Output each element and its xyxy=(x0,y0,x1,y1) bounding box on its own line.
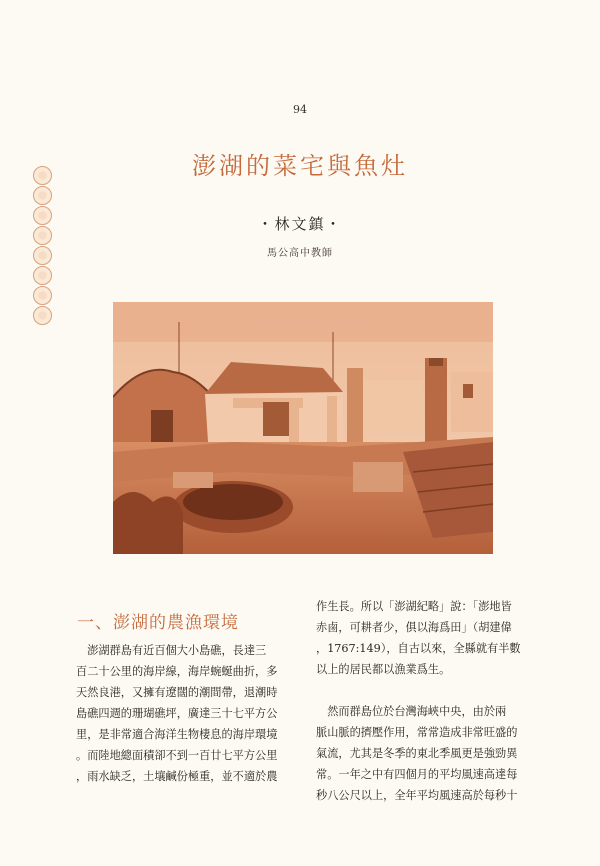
body-line: 赤鹵，可耕者少，俱以海爲田」（胡建偉 xyxy=(316,621,512,634)
body-line: 百二十公里的海岸線，海岸蜿蜒曲折，多 xyxy=(76,665,278,678)
author-name: ・林文鎮・ xyxy=(257,215,343,233)
body-line: 里，是非常適合海洋生物棲息的海岸環境 xyxy=(76,728,278,741)
body-line: ，雨水缺乏，土壤鹹份極重，並不適於農 xyxy=(76,770,278,783)
section-heading: 一、澎湖的農漁環境 xyxy=(77,613,239,633)
body-line: 以上的居民都以漁業爲生。 xyxy=(316,663,451,676)
article-title: 澎湖的菜宅與魚灶 xyxy=(192,152,408,180)
body-line: 秒八公尺以上，全年平均風速高於每秒十 xyxy=(316,789,518,802)
body-line: 作生長。所以「澎湖紀略」說：「澎地皆 xyxy=(316,600,512,613)
body-line: 天然良港，又擁有遼闊的潮間帶，退潮時 xyxy=(76,686,278,699)
body-line: 氣流，尤其是冬季的東北季風更是強勁異 xyxy=(316,747,518,760)
body-line: 常。一年之中有四個月的平均風速高達每 xyxy=(316,768,518,781)
author-affiliation: 馬公高中教師 xyxy=(267,248,333,259)
page-number: 94 xyxy=(293,103,307,116)
village-photo xyxy=(113,302,493,554)
body-line: 脈山脈的擠壓作用，常常造成非常旺盛的 xyxy=(316,726,518,739)
right-column-text xyxy=(316,596,536,806)
left-column-text xyxy=(76,640,294,787)
body-line: 澎湖群島有近百個大小島礁，長達三 xyxy=(76,644,267,657)
body-line xyxy=(316,680,536,701)
body-line: 然而群島位於台灣海峽中央，由於兩 xyxy=(316,705,507,718)
body-line: ，1767:149），自古以來，全縣就有半數 xyxy=(316,642,521,655)
body-line: 。而陸地總面積卻不到一百廿七平方公里 xyxy=(76,749,278,762)
body-line: 島礁四週的珊瑚礁坪，廣達三十七平方公 xyxy=(76,707,278,720)
